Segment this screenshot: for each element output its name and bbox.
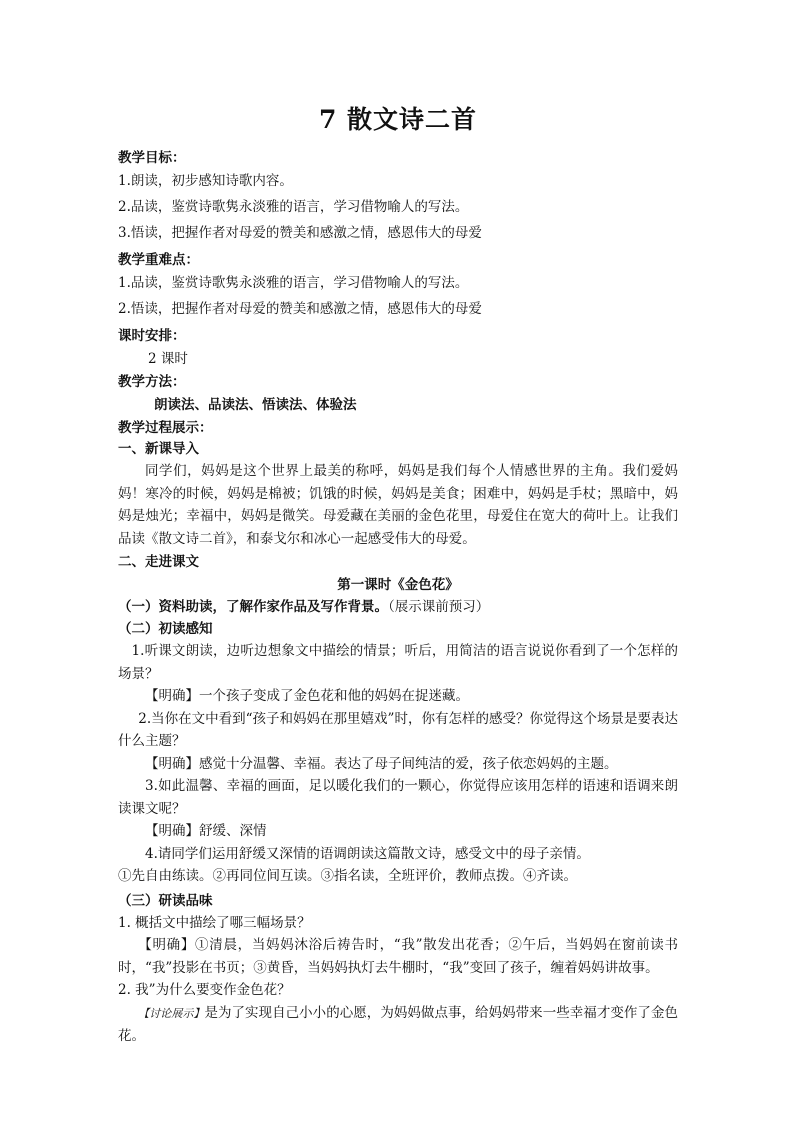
answer-text: 舒缓、深情: [199, 823, 267, 839]
part2-question-2: 2.当你在文中看到“孩子和妈妈在那里嬉戏”时，你有怎样的感受？你觉得这个场景是要表达什么主题？: [118, 710, 678, 749]
part3-answer-1: [118, 934, 678, 979]
goal-item-2: 2.品读，鉴赏诗歌隽永淡雅的语言，学习借物喻人的写法。: [118, 199, 469, 215]
schedule-value: 2 课时: [148, 351, 188, 367]
goal-item-1: 1.朗读，初步感知诗歌内容。: [118, 173, 293, 189]
key-point-item-1: 1.品读，鉴赏诗歌隽永淡雅的语言，学习借物喻人的写法。: [118, 275, 469, 291]
methods-heading: 教学方法：: [118, 374, 186, 390]
section1-heading: 一、新课导入: [118, 441, 199, 457]
process-heading: 教学过程展示：: [118, 420, 213, 436]
part1-line: [118, 596, 678, 618]
part2-question-3: 3.如此温馨、幸福的画面，足以暖化我们的一颗心，你觉得应该用怎样的语速和语调来朗读课文呢？: [118, 778, 678, 817]
goals-heading: 教学目标：: [118, 150, 186, 166]
part3-question-1: 1. 概括文中描绘了哪三幅场景？: [118, 914, 311, 931]
part2-answer-3: [118, 820, 678, 843]
discussion-tag: 【讨论展示】: [138, 1006, 205, 1020]
answer-tag: 【明确】: [145, 688, 199, 704]
document-title: 7 散文诗二首: [318, 105, 478, 134]
section1-text: 同学们，妈妈是这个世界上最美的称呼，妈妈是我们每个人情感世界的主角。我们爱妈妈！寒冷的时候，妈妈是棉被；饥饿的时候，妈妈是美食；困难中，妈妈是手杖；黑暗中，妈妈是烛光；幸福中，妈妈是微笑。母爱藏在美丽的金色花里，母爱住在宽大的荷叶上。让我们品读《散文诗二首》，和泰戈尔和冰心一起感受伟大的母爱。: [118, 463, 678, 547]
section2-heading: 二、走进课文: [118, 554, 199, 570]
part1-note: （展示课前预习）: [388, 599, 490, 615]
part3-heading: （三）研读品味: [118, 892, 213, 909]
key-point-item-2: 2.悟读，把握作者对母爱的赞美和感激之情，感恩伟大的母爱: [118, 301, 482, 317]
part1-heading: （一）资料助读，了解作家作品及写作背景。: [118, 599, 388, 615]
lesson-title: 第一课时《金色花》: [337, 577, 459, 593]
key-points-heading: 教学重难点：: [118, 252, 199, 268]
part2-steps: ①先自由练读。②再同位间互读。③指名读，全班评价，教师点拨。④齐读。: [118, 868, 577, 884]
part3-answer-2: [118, 1002, 678, 1048]
part2-heading: （二）初读感知: [118, 621, 213, 637]
part2-answer-1: [118, 685, 678, 708]
answer-tag: 【明确】: [145, 823, 199, 839]
answer-text: 一个孩子变成了金色花和他的妈妈在捉迷藏。: [199, 688, 469, 704]
goal-item-3: 3.悟读，把握作者对母爱的赞美和感激之情，感恩伟大的母爱: [118, 225, 482, 241]
part3-question-2: 2. 我”为什么要变作金色花？: [118, 982, 291, 998]
part2-question-1: 1.听课文朗读，边听边想象文中描绘的情景；听后，用简洁的语言说说你看到了一个怎样的场景？: [118, 643, 678, 682]
answer-text: ①清晨，当妈妈沐浴后祷告时，“我”散发出花香；②午后，当妈妈在窗前读书时，“我”投影在书页；③黄昏，当妈妈执灯去牛棚时，“我”变回了孩子，缠着妈妈讲故事。: [118, 937, 679, 976]
answer-tag: 【明确】: [145, 755, 199, 772]
part2-answer-2: [118, 753, 678, 776]
document-page: [118, 100, 678, 1048]
part2-question-4: 4.请同学们运用舒缓又深情的语调朗读这篇散文诗，感受文中的母子亲情。: [145, 845, 590, 862]
methods-value: 朗读法、品读法、悟读法、体验法: [154, 397, 357, 413]
answer-text: 感觉十分温馨、幸福。表达了母子间纯洁的爱，孩子依恋妈妈的主题。: [199, 755, 618, 772]
answer-tag: 【明确】: [138, 937, 196, 953]
answer-text: 是为了实现自己小小的心愿，为妈妈做点事，给妈妈带来一些幸福才变作了金色花。: [118, 1004, 678, 1044]
schedule-heading: 课时安排：: [118, 328, 186, 344]
